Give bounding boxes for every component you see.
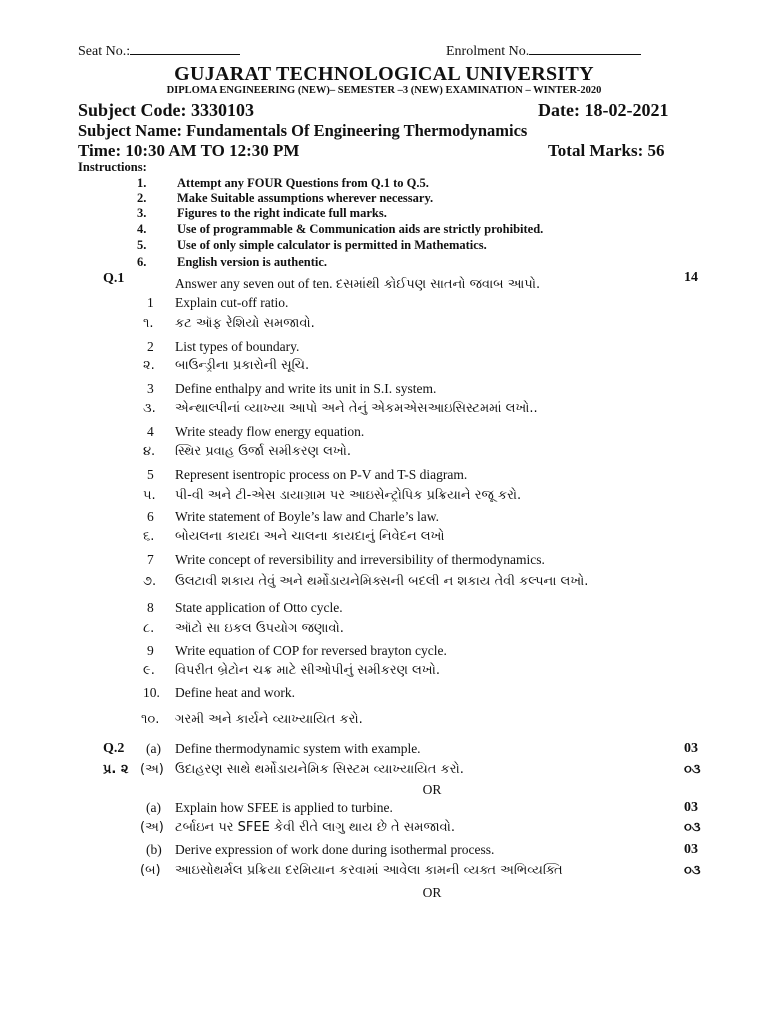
subquestion-label-en: (b) <box>146 842 162 857</box>
item-text-en: Write statement of Boyle’s law and Charle’s law. <box>175 509 440 524</box>
item-text-en: Define heat and work. <box>175 685 295 700</box>
subquestion-marks: 03 <box>684 741 698 756</box>
question-1-label: Q.1 <box>103 271 125 286</box>
or-divider: OR <box>422 885 442 900</box>
item-number-en: 7 <box>147 552 154 567</box>
subject-name: Subject Name: Fundamentals Of Engineering Thermodynamics <box>78 121 528 140</box>
total-marks: Total Marks: 56 <box>548 141 665 160</box>
instruction-number: 3. <box>137 206 147 220</box>
enrolment-number-field <box>446 41 641 60</box>
instruction-number: 2. <box>137 191 147 205</box>
item-text-en: Define enthalpy and write its unit in S.I. system. <box>175 381 437 396</box>
item-text-en: Represent isentropic process on P-V and T-S diagram. <box>175 467 468 482</box>
item-number-en: 6 <box>147 509 154 524</box>
instruction-number: 6. <box>137 255 147 269</box>
subquestion-text-gu: આઇસોથર્મલ પ્રક્રિયા દરમિયાન કરવામાં આવેલા કામની વ્યક્ત અભિવ્યક્તિ <box>175 863 563 878</box>
item-number-gu: ૬. <box>143 529 155 544</box>
intro-gujarati: દસમાંથી કોઈપણ સાતનો જવાબ આપો. <box>335 277 541 292</box>
subquestion-label-gu: (અ) <box>140 820 164 835</box>
item-number-en: 10. <box>143 685 160 700</box>
seat-number-blank <box>130 41 240 55</box>
subquestion-label-gu: (બ) <box>140 863 161 878</box>
seat-number-field <box>78 41 240 60</box>
instruction-text: Attempt any FOUR Questions from Q.1 to Q.5. <box>177 176 429 190</box>
item-text-gu: ગરમી અને કાર્યને વ્યાખ્યાયિત કરો. <box>175 712 363 727</box>
or-divider: OR <box>422 782 442 797</box>
item-text-gu: ઑટો સા ઇકલ ઉપયોગ જણાવો. <box>175 621 344 636</box>
enrolment-number-blank <box>529 41 641 55</box>
subquestion-text-gu: ઉદાહરણ સાથે થર્મોડાયનેમિક સિસ્ટમ વ્યાખ્યાયિત કરો. <box>175 762 464 777</box>
seat-number-label: Seat No.: <box>78 44 131 59</box>
instruction-number: 5. <box>137 238 147 252</box>
item-number-gu: ૧૦. <box>141 712 160 727</box>
subquestion-marks-gu: ૦૩ <box>684 762 701 777</box>
question-2-label: Q.2 <box>103 741 125 756</box>
item-text-en: Write concept of reversibility and irreversibility of thermodynamics. <box>175 552 545 567</box>
item-text-gu: સ્થિર પ્રવાહ ઉર્જા સમીકરણ લખો. <box>175 444 352 459</box>
question-1-intro <box>175 276 540 292</box>
subquestion-label-gu: (અ) <box>140 762 164 777</box>
exam-title: DIPLOMA ENGINEERING (NEW)– SEMESTER –3 (NEW) EXAMINATION – WINTER-2020 <box>166 85 602 96</box>
item-number-en: 5 <box>147 467 154 482</box>
item-number-en: 4 <box>147 424 154 439</box>
item-text-gu: બોયલના કાયદા અને ચાલના કાયદાનું નિવેદન લખો <box>175 529 445 544</box>
instruction-text: Use of programmable & Communication aids are strictly prohibited. <box>177 222 544 236</box>
instruction-text: Use of only simple calculator is permitted in Mathematics. <box>177 238 487 252</box>
subquestion-label-en: (a) <box>146 741 161 756</box>
item-number-gu: ૨. <box>143 358 155 373</box>
item-number-gu: ૧. <box>143 316 154 331</box>
item-text-gu: પી-વી અને ટી-એસ ડાયાગ્રામ પર આઇસેન્ટ્રોપિક પ્રક્રિયાને રજૂ કરો. <box>175 488 522 503</box>
subquestion-marks-gu: ૦૩ <box>684 820 701 835</box>
question-2-label-gujarati: પ્ર. ૨ <box>103 762 129 777</box>
item-text-en: List types of boundary. <box>175 339 300 354</box>
subquestion-text-en: Explain how SFEE is applied to turbine. <box>175 800 393 815</box>
subject-code: Subject Code: 3330103 <box>78 100 254 120</box>
item-text-gu: કટ ઑફ રેશિયો સમજાવો. <box>175 316 315 331</box>
item-number-en: 9 <box>147 643 154 658</box>
item-number-gu: ૩. <box>143 401 156 416</box>
item-number-en: 1 <box>147 295 154 310</box>
item-text-gu: ઉલટાવી શકાય તેવું અને થર્મોડાયનેમિક્સની બદલી ન શકાય તેવી કલ્પના લખો. <box>175 574 589 589</box>
item-text-en: State application of Otto cycle. <box>175 600 343 615</box>
intro-english: Answer any seven out of ten. <box>175 276 333 291</box>
university-title: GUJARAT TECHNOLOGICAL UNIVERSITY <box>174 63 594 85</box>
instruction-number: 1. <box>137 176 147 190</box>
item-number-en: 3 <box>147 381 154 396</box>
instruction-text: English version is authentic. <box>177 255 328 269</box>
subquestion-label-en: (a) <box>146 800 161 815</box>
instructions-heading: Instructions: <box>78 160 147 174</box>
enrolment-number-label: Enrolment No. <box>446 44 530 59</box>
instruction-text: Make Suitable assumptions wherever necessary. <box>177 191 434 205</box>
exam-time: Time: 10:30 AM TO 12:30 PM <box>78 141 300 160</box>
item-text-gu: વિપરીત બ્રેટોન ચક્ર માટે સીઓપીનું સમીકરણ લખો. <box>175 663 440 678</box>
question-1-marks: 14 <box>684 270 698 285</box>
exam-date: Date: 18-02-2021 <box>538 100 669 120</box>
subquestion-text-en: Define thermodynamic system with example. <box>175 741 421 756</box>
instruction-number: 4. <box>137 222 147 236</box>
item-number-gu: ૮. <box>143 621 155 636</box>
item-text-gu: એન્થાલ્પીનાં વ્યાખ્યા આપો અને તેનું એકમએસઆઇસિસ્ટમમાં લખો.. <box>175 401 538 416</box>
item-text-en: Write steady flow energy equation. <box>175 424 365 439</box>
subquestion-text-en: Derive expression of work done during isothermal process. <box>175 842 495 857</box>
item-text-gu: બાઉન્ડ્રીના પ્રકારોની સૂચિ. <box>175 358 310 373</box>
item-number-en: 8 <box>147 600 154 615</box>
subquestion-marks: 03 <box>684 842 698 857</box>
subquestion-text-gu: ટર્બાઇન પર SFEE કેવી રીતે લાગુ થાય છે તે સમજાવો. <box>175 820 456 835</box>
item-number-gu: ૪. <box>143 444 156 459</box>
item-number-en: 2 <box>147 339 154 354</box>
item-text-en: Explain cut-off ratio. <box>175 295 289 310</box>
subquestion-marks: 03 <box>684 800 698 815</box>
item-text-en: Write equation of COP for reversed brayton cycle. <box>175 643 447 658</box>
instruction-text: Figures to the right indicate full marks. <box>177 206 387 220</box>
subquestion-marks-gu: ૦૩ <box>684 863 701 878</box>
item-number-gu: ૫. <box>143 488 156 503</box>
item-number-gu: ૭. <box>143 574 157 589</box>
item-number-gu: ૯. <box>143 663 155 678</box>
